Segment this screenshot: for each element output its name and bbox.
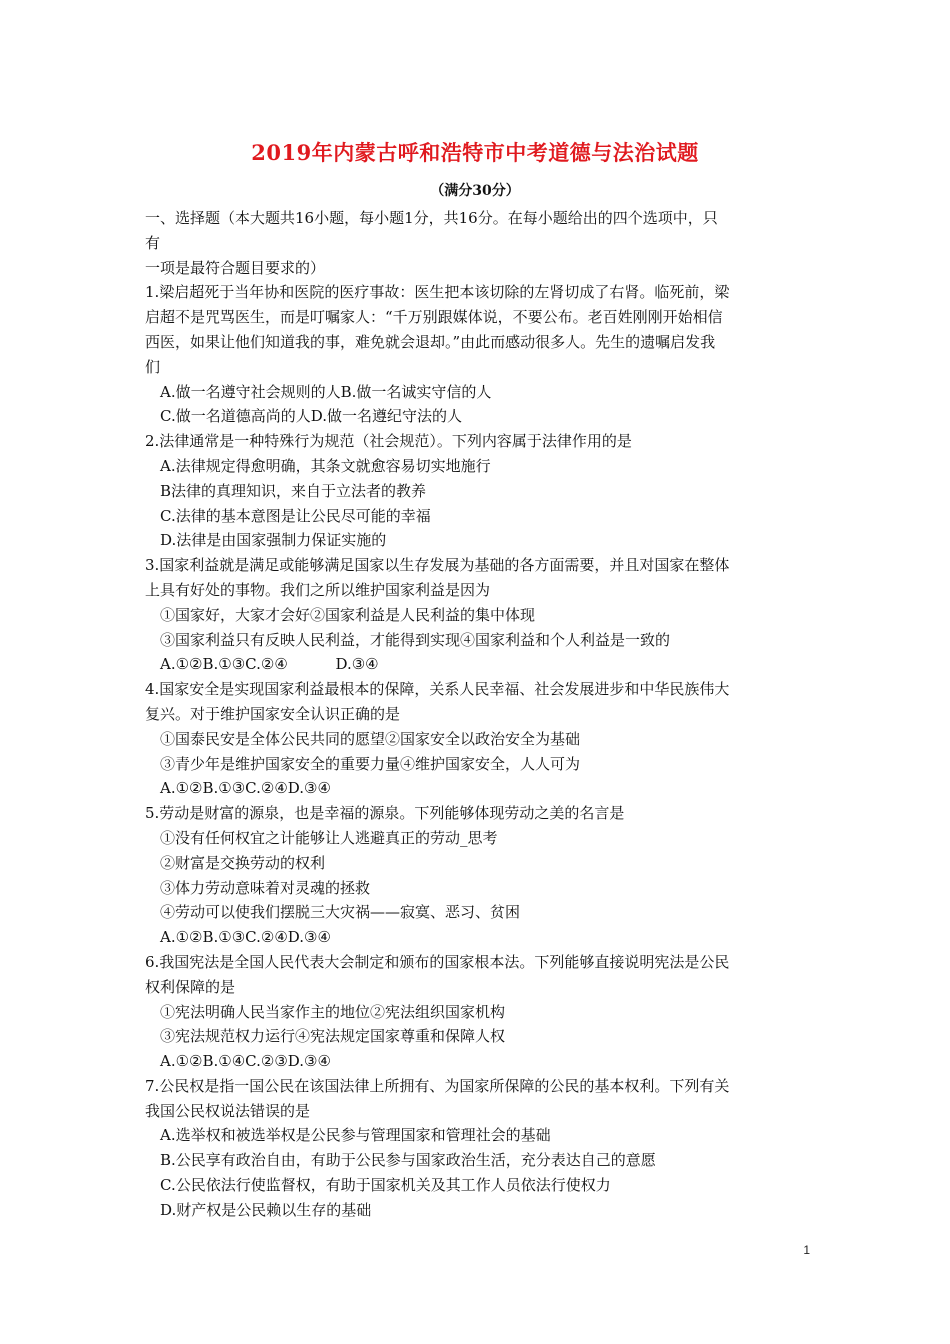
question-7-option-d: D.财产权是公民赖以生存的基础 [160,1200,372,1219]
document-body [145,206,810,1223]
question-3-stem: 上具有好处的事物。我们之所以维护国家利益是因为 [145,580,491,599]
question-5-statement-2: ②财富是交换劳动的权利 [160,853,326,872]
question-1-options: C.做一名道德高尚的人D.做一名遵纪守法的人 [160,407,462,426]
section-heading-line: 一、选择题（本大题共16小题，每小题1分，共16分。在每小题给出的四个选项中，只 [145,209,718,227]
question-2-option-c: C.法律的基本意图是让公民尽可能的幸福 [160,506,431,525]
question-2-stem: 2.法律通常是一种特殊行为规范（社会规范）。下列内容属于法律作用的是 [145,432,632,451]
question-5-statement-4: ④劳动可以使我们摆脱三大灾祸——寂寞、恶习、贫困 [160,903,521,922]
question-3-stem: 3.国家利益就是满足或能够满足国家以生存发展为基础的各方面需要，并且对国家在整体 [145,556,730,575]
question-5-statement-3: ③体力劳动意味着对灵魂的拯救 [160,878,371,897]
question-4-stem: 复兴。对于维护国家安全认识正确的是 [145,704,401,723]
question-1-stem: 们 [145,357,161,376]
question-6-stem: 6.我国宪法是全国人民代表大会制定和颁布的国家根本法。下列能够直接说明宪法是公民 [145,952,730,971]
question-1-stem: 1.梁启超死于当年协和医院的医疗事故：医生把本该切除的左肾切成了右肾。临死前，梁 [145,283,730,302]
question-2-option-d: D.法律是由国家强制力保证实施的 [160,531,387,550]
question-6-stem: 权利保障的是 [145,977,236,996]
question-1-stem: 西医，如果让他们知道我的事，难免就会退却。”由此而感动很多人。先生的遗嘱启发我 [145,332,716,351]
question-5-stem: 5.劳动是财富的源泉，也是幸福的源泉。下列能够体现劳动之美的名言是 [145,804,625,823]
question-5-statement-1: ①没有任何权宜之计能够让人逃避真正的劳动_思考 [160,828,498,847]
question-2-option-b: B法律的真理知识，来自于立法者的教养 [160,481,427,500]
question-6-statements: ③宪法规范权力运行④宪法规定国家尊重和保障人权 [160,1027,506,1046]
question-7-option-a: A.选举权和被选举权是公民参与管理国家和管理社会的基础 [160,1126,551,1145]
document-title: 2019年内蒙古呼和浩特市中考道德与法治试题 [251,140,699,165]
question-6-statements: ①宪法明确人民当家作主的地位②宪法组织国家机构 [160,1002,506,1021]
question-4-statements: ③青少年是维护国家安全的重要力量④维护国家安全，人人可为 [160,754,581,773]
document-subtitle: （满分30分） [430,183,520,199]
question-3-options: A.①②B.①③C.②④ D.③④ [160,655,379,674]
section-heading-line: 有 [145,233,161,252]
question-3-statements: ③国家利益只有反映人民利益，才能得到实现④国家利益和个人利益是一致的 [160,630,671,649]
question-7-stem: 我国公民权说法错误的是 [145,1101,311,1120]
question-7-stem: 7.公民权是指一国公民在该国法律上所拥有、为国家所保障的公民的基本权利。下列有关 [145,1076,730,1095]
question-2-option-a: A.法律规定得愈明确，其条文就愈容易切实地施行 [160,456,491,475]
question-4-statements: ①国泰民安是全体公民共同的愿望②国家安全以政治安全为基础 [160,729,581,748]
question-4-stem: 4.国家安全是实现国家利益最根本的保障，关系人民幸福、社会发展进步和中华民族伟大 [145,680,730,699]
question-3-statements: ①国家好，大家才会好②国家利益是人民利益的集中体现 [160,605,536,624]
page-number: 1 [803,1243,810,1257]
question-7-option-b: B.公民享有政治自由，有助于公民参与国家政治生活，充分表达自己的意愿 [160,1151,656,1170]
question-1-options: A.做一名遵守社会规则的人B.做一名诚实守信的人 [160,382,492,401]
question-5-options: A.①②B.①③C.②④D.③④ [160,928,331,947]
question-6-options: A.①②B.①④C.②③D.③④ [160,1052,331,1071]
question-1-stem: 启超不是咒骂医生，而是叮嘱家人：“千万别跟媒体说，不要公布。老百姓刚刚开始相信 [145,308,723,327]
question-7-option-c: C.公民依法行使监督权，有助于国家机关及其工作人员依法行使权力 [160,1176,611,1195]
question-4-options: A.①②B.①③C.②④D.③④ [160,779,331,798]
section-heading-line: 一项是最符合题目要求的） [145,258,326,277]
